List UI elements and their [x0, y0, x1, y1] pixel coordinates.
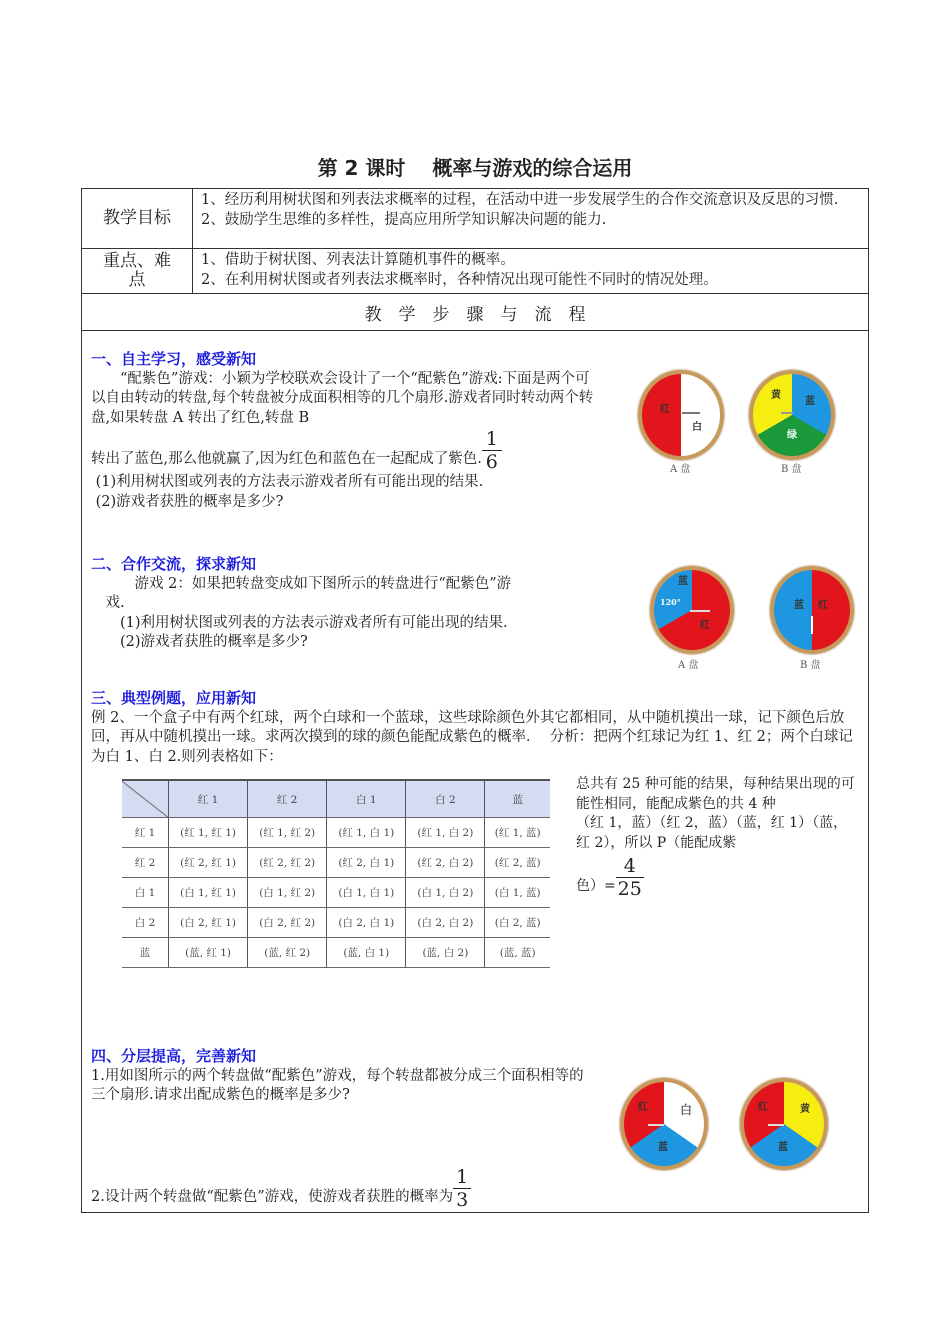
spinner-label: 蓝	[658, 1142, 668, 1153]
fraction-numerator: 4	[623, 855, 636, 877]
fraction-denominator: 3	[453, 1188, 471, 1211]
spinner-label: 蓝	[778, 1142, 788, 1153]
section2-question-2: (2)游戏者获胜的概率是多少?	[91, 634, 308, 650]
row-header: 红 1	[122, 818, 169, 848]
fraction-numerator: 1	[485, 428, 498, 450]
section1-question-2: (2)游戏者获胜的概率是多少?	[91, 493, 284, 510]
table-cell: (红 1, 红 1)	[169, 818, 248, 848]
fraction-denominator: 6	[482, 450, 502, 473]
spinner-a-caption: A 盘	[678, 660, 699, 671]
column-header: 红 1	[169, 780, 248, 818]
table-cell: (蓝, 白 1)	[327, 938, 406, 968]
section3-heading: 三、典型例题，应用新知	[91, 689, 257, 707]
spinner-label: 蓝	[794, 600, 804, 611]
spinner-pointer	[682, 412, 700, 414]
section3-body	[91, 775, 868, 968]
spinner-label: 黄	[800, 1104, 810, 1115]
spinner-3-1	[620, 1078, 708, 1170]
table-cell: (白 2, 白 1)	[327, 908, 406, 938]
section2-paragraph: 游戏 2：如果把转盘变成如下图所示的转盘进行“配紫色”游 戏.	[105, 575, 512, 611]
section1-last-line	[91, 428, 611, 473]
spinner-label: 120°	[660, 597, 681, 607]
spinner-a-caption: A 盘	[670, 464, 691, 475]
section3-paragraph: 例 2、一个盒子中有两个红球，两个白球和一个蓝球，这些球除颜色外其它都相同，从中随机摸出一球，记下颜色后放回，再从中随机摸出一球。求两次摸到的球的颜色能配成紫色的概率． 分析：把两个红球记为红 1、红 2；两个白球记为白 1、白 2.则列表格如下：	[91, 709, 853, 765]
table-header-row	[122, 780, 550, 818]
section4-last-line	[91, 1156, 611, 1211]
section4-question-1: 1.用如图所示的两个转盘做“配紫色”游戏，每个转盘都被分成三个面积相等的三个扇形.请求出配成紫色的概率是多少?	[91, 1067, 584, 1103]
outcome-table	[122, 779, 550, 968]
table-cell: (红 2, 白 2)	[406, 848, 485, 878]
row-header: 蓝	[122, 938, 169, 968]
table-row	[122, 908, 550, 938]
objectives-label	[82, 189, 193, 248]
page-title: 第 2 课时 概率与游戏的综合运用	[317, 156, 633, 180]
column-header: 红 2	[248, 780, 327, 818]
lesson-table	[81, 188, 869, 1213]
table-cell: (红 1, 白 1)	[327, 818, 406, 848]
key-points-label-line: 重点、难	[103, 251, 171, 271]
table-cell: (白 1, 红 1)	[169, 878, 248, 908]
section3-analysis: 总共有 25 种可能的结果，每种结果出现的可能性相同，能配成紫色的共 4 种 （红 1，蓝）（红 2，蓝）（蓝，红 1）（蓝，红 2），所以 P（能配成紫	[576, 776, 855, 851]
spinner-label: 红	[660, 404, 670, 415]
section3-analysis-last-line	[576, 855, 860, 900]
table-cell: (白 1, 红 2)	[248, 878, 327, 908]
spinner-pointer	[781, 412, 793, 414]
table-row	[122, 848, 550, 878]
spinner-label: 黄	[771, 390, 781, 401]
key-points-label-line: 点	[128, 270, 146, 290]
spinner-a-game2	[650, 566, 734, 654]
table-cell: (白 2, 白 2)	[406, 908, 485, 938]
section1-paragraph: “配紫色”游戏：小颖为学校联欢会设计了一个“配紫色”游戏:下面是两个可以自由转动的转盘,每个转盘被分成面积相等的几个扇形.游戏者同时转动两个转盘,如果转盘 A 转出了红色,转盘 B	[91, 370, 594, 426]
objectives-row	[82, 189, 868, 249]
column-header: 白 1	[327, 780, 406, 818]
section2-heading: 二、合作交流，探求新知	[91, 555, 257, 573]
table-cell: (蓝, 蓝)	[485, 938, 550, 968]
table-cell: (白 2, 蓝)	[485, 908, 550, 938]
row-header: 白 2	[122, 908, 169, 938]
spinner-pointer	[648, 1124, 664, 1126]
table-cell: (红 2, 红 2)	[248, 848, 327, 878]
section1-question-1: (1)利用树状图或列表的方法表示游戏者所有可能出现的结果.	[91, 474, 484, 490]
spinner-label: 白	[680, 1103, 693, 1117]
table-cell: (红 2, 白 1)	[327, 848, 406, 878]
row-header: 白 1	[122, 878, 169, 908]
table-cell: (白 2, 红 2)	[248, 908, 327, 938]
fraction-4-25	[616, 855, 644, 900]
table-cell: (白 2, 红 1)	[169, 908, 248, 938]
table-cell: (白 1, 白 2)	[406, 878, 485, 908]
section2	[82, 555, 868, 689]
objectives-label-text: 教学目标	[103, 208, 171, 228]
spinner-label: 蓝	[805, 396, 815, 407]
spinner-b-game2	[770, 566, 854, 654]
spinner-label: 红	[818, 600, 828, 611]
table-cell: (红 1, 蓝)	[485, 818, 550, 848]
column-header: 蓝	[485, 780, 550, 818]
key-points-label	[82, 249, 193, 293]
section2-question-1: (1)利用树状图或列表的方法表示游戏者所有可能出现的结果.	[91, 614, 508, 631]
spinner-3-2	[740, 1078, 828, 1170]
table-corner	[122, 780, 169, 818]
section4-question-2: 2.设计两个转盘做“配紫色”游戏，使游戏者获胜的概率为	[91, 1189, 454, 1205]
spinner-pointer	[690, 610, 710, 612]
column-header: 白 2	[406, 780, 485, 818]
section1	[82, 331, 868, 555]
fraction-1-3	[453, 1166, 471, 1211]
section3	[82, 689, 868, 1047]
fraction-denominator: 25	[617, 878, 642, 900]
spinner-b	[749, 370, 835, 460]
objective-item: 2、鼓励学生思维的多样性，提高应用所学知识解决问题的能力.	[201, 211, 607, 228]
steps-header: 教 学 步 骤 与 流 程	[364, 304, 586, 325]
table-row	[122, 938, 550, 968]
section1-heading: 一、自主学习，感受新知	[91, 350, 257, 368]
objective-item: 1、经历利用树状图和列表法求概率的过程，在活动中进一步发展学生的合作交流意识及反思的习惯.	[201, 192, 839, 208]
section4-heading: 四、分层提高，完善新知	[91, 1047, 257, 1065]
fraction-1-6	[482, 428, 502, 473]
spinner-b-caption: B 盘	[781, 464, 802, 475]
section3-analysis-end: 色）=	[576, 878, 616, 894]
table-cell: (白 1, 蓝)	[485, 878, 550, 908]
table-cell: (蓝, 红 1)	[169, 938, 248, 968]
table-cell: (红 1, 红 2)	[248, 818, 327, 848]
key-points-row	[82, 249, 868, 294]
table-row	[122, 818, 550, 848]
spinner-label: 红	[758, 1102, 768, 1113]
section3-analysis-block	[576, 775, 860, 900]
table-cell: (白 1, 白 1)	[327, 878, 406, 908]
spinner-label: 红	[638, 1102, 648, 1113]
table-cell: (蓝, 红 2)	[248, 938, 327, 968]
table-cell: (蓝, 白 2)	[406, 938, 485, 968]
table-cell: (红 1, 白 2)	[406, 818, 485, 848]
spinner-label: 红	[700, 620, 710, 631]
table-cell: (红 2, 红 1)	[169, 848, 248, 878]
key-points-text	[193, 249, 868, 293]
fraction-numerator: 1	[456, 1166, 469, 1188]
spinner-pointer	[811, 616, 813, 634]
key-point-item: 2、在利用树状图或者列表法求概率时，各种情况出现可能性不同时的情况处理。	[201, 271, 718, 288]
spinner-b-caption: B 盘	[800, 660, 821, 671]
spinner-label: 绿	[787, 430, 797, 441]
content-area	[82, 331, 868, 1211]
table-cell: (红 2, 蓝)	[485, 848, 550, 878]
row-header: 红 2	[122, 848, 169, 878]
spinner-pointer	[768, 1124, 784, 1126]
key-point-item: 1、借助于树状图、列表法计算随机事件的概率。	[201, 252, 515, 268]
spinner-a	[638, 370, 724, 460]
spinner-label: 白	[692, 422, 702, 433]
table-row	[122, 878, 550, 908]
spinner-label: 蓝	[678, 576, 688, 587]
steps-header-row	[82, 294, 868, 331]
section1-paragraph-end: 转出了蓝色,那么他就赢了,因为红色和蓝色在一起配成了紫色.	[91, 451, 482, 467]
objectives-text	[193, 189, 868, 248]
